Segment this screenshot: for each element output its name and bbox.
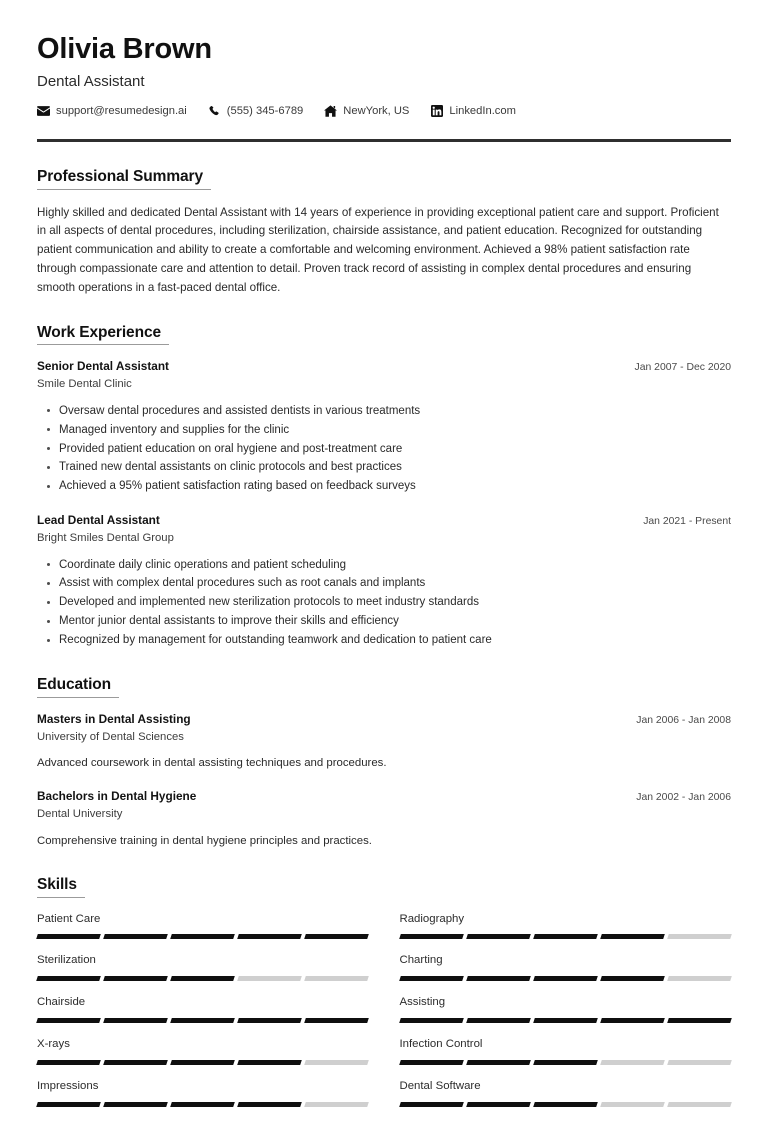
skills-grid — [37, 912, 731, 1121]
skill-level-segment — [237, 1060, 302, 1065]
work-entry — [37, 513, 731, 650]
work-entry-header — [37, 513, 731, 529]
list-item: Mentor junior dental assistants to improve their skills and efficiency — [37, 612, 731, 631]
work-entry-organization: Bright Smiles Dental Group — [37, 532, 174, 545]
education-entry-institution: University of Dental Sciences — [37, 730, 184, 743]
skill-level-segment — [533, 1018, 598, 1023]
skill-level-segment — [399, 1060, 464, 1065]
skill-level-segment — [305, 1018, 370, 1023]
work-entry-date: Jan 2021 - Present — [643, 516, 731, 528]
resume-header — [37, 0, 731, 118]
contact-location[interactable] — [324, 105, 409, 118]
skill-name: Sterilization — [37, 954, 96, 967]
skill-level-segment — [466, 1060, 531, 1065]
skill-level-segment — [237, 1018, 302, 1023]
list-item: Trained new dental assistants on clinic protocols and best practices — [37, 458, 731, 477]
work-experience-list — [37, 359, 731, 649]
skill-level-segment — [600, 1102, 665, 1107]
skill-level-segment — [305, 1102, 370, 1107]
education-entry-header — [37, 789, 731, 805]
skill-level-segment — [600, 934, 665, 939]
skill-level-segment — [237, 1102, 302, 1107]
skill-level-bar — [400, 1018, 732, 1023]
list-item: Recognized by management for outstanding teamwork and dedication to patient care — [37, 631, 731, 650]
skill-level-segment — [36, 934, 101, 939]
skill-level-segment — [399, 934, 464, 939]
envelope-icon — [37, 105, 50, 118]
skill-level-bar — [37, 1102, 369, 1107]
summary-text: Highly skilled and dedicated Dental Assistant with 14 years of experience in providing exceptional patient care and support. Proficient in all aspects of dental procedures, including sterilization, chairside assistance, and patient education. Recognized for outstanding patient communication and ability to create a comfortable and welcoming environment. Achieved a 98% patient satisfaction rate through compassionate care and attention to detail. Proven track record of assisting in complex dental procedures and ensuring smooth operations in a fast-paced dental office. — [37, 205, 719, 294]
list-item: Developed and implemented new sterilization protocols to meet industry standards — [37, 593, 731, 612]
skill-item — [400, 912, 732, 954]
work-entry-organization: Smile Dental Clinic — [37, 378, 132, 391]
skill-level-segment — [237, 934, 302, 939]
contact-phone[interactable] — [208, 105, 304, 118]
skill-level-segment — [533, 1060, 598, 1065]
skill-name: Charting — [399, 954, 443, 967]
list-item: Managed inventory and supplies for the clinic — [37, 421, 731, 440]
skill-name: Radiography — [399, 912, 465, 925]
list-item: Assist with complex dental procedures such as root canals and implants — [37, 574, 731, 593]
contact-location-text: NewYork, US — [343, 104, 410, 117]
list-item: Achieved a 95% patient satisfaction rating based on feedback surveys — [37, 477, 731, 496]
work-entry-date: Jan 2007 - Dec 2020 — [634, 362, 731, 374]
home-icon — [324, 105, 337, 118]
skill-level-segment — [600, 1018, 665, 1023]
skill-item — [37, 953, 369, 995]
skill-level-segment — [466, 1102, 531, 1107]
skill-level-segment — [399, 976, 464, 981]
skill-item — [400, 995, 732, 1037]
list-item: Provided patient education on oral hygiene and post-treatment care — [37, 440, 731, 459]
work-entry-role: Lead Dental Assistant — [37, 513, 160, 528]
education-entry-degree: Masters in Dental Assisting — [37, 711, 191, 726]
skill-level-segment — [103, 1018, 168, 1023]
skill-level-segment — [36, 1102, 101, 1107]
skill-level-segment — [170, 1102, 235, 1107]
job-title: Dental Assistant — [37, 72, 145, 90]
skill-name: X-rays — [37, 1038, 70, 1051]
skill-level-segment — [36, 1018, 101, 1023]
skill-level-segment — [305, 934, 370, 939]
contact-phone-text: (555) 345-6789 — [226, 104, 304, 117]
page-title: Olivia Brown — [37, 33, 212, 65]
skill-item — [400, 1037, 732, 1079]
skill-level-segment — [667, 1102, 732, 1107]
skill-level-bar — [400, 976, 732, 981]
skill-level-segment — [667, 976, 732, 981]
section-education — [37, 676, 731, 850]
education-entry-description: Advanced coursework in dental assisting techniques and procedures. — [37, 757, 387, 770]
skill-level-segment — [600, 1060, 665, 1065]
skill-level-segment — [399, 1102, 464, 1107]
section-heading-summary: Professional Summary — [37, 168, 211, 190]
section-work-experience — [37, 324, 731, 650]
section-heading-skills: Skills — [37, 876, 85, 898]
skill-level-bar — [37, 976, 369, 981]
skill-level-segment — [170, 1060, 235, 1065]
list-item: Coordinate daily clinic operations and patient scheduling — [37, 556, 731, 575]
education-list — [37, 712, 731, 850]
skill-name: Dental Software — [399, 1079, 481, 1092]
phone-icon — [208, 105, 221, 118]
work-entry-header — [37, 359, 731, 375]
section-professional-summary — [37, 168, 731, 298]
linkedin-icon — [430, 105, 443, 118]
skill-level-segment — [399, 1018, 464, 1023]
skill-item — [400, 953, 732, 995]
contact-linkedin-text: LinkedIn.com — [449, 104, 516, 117]
education-entry-institution: Dental University — [37, 808, 123, 821]
section-heading-education: Education — [37, 676, 119, 698]
work-entry-role: Senior Dental Assistant — [37, 359, 169, 374]
skill-level-segment — [466, 934, 531, 939]
skill-level-segment — [305, 976, 370, 981]
skill-level-segment — [533, 934, 598, 939]
skill-level-segment — [170, 934, 235, 939]
contact-linkedin[interactable] — [430, 105, 516, 118]
section-skills — [37, 876, 731, 1121]
contact-email-text: support@resumedesign.ai — [56, 104, 187, 117]
skill-level-segment — [103, 934, 168, 939]
education-entry-date: Jan 2006 - Jan 2008 — [636, 714, 731, 726]
education-entry — [37, 712, 731, 773]
skill-level-segment — [667, 1018, 732, 1023]
skill-level-segment — [667, 1060, 732, 1065]
list-item: Oversaw dental procedures and assisted dentists in various treatments — [37, 402, 731, 421]
skill-name: Infection Control — [399, 1038, 483, 1051]
skill-level-segment — [103, 976, 168, 981]
skill-item — [37, 912, 369, 954]
skill-item — [37, 995, 369, 1037]
skill-level-segment — [533, 976, 598, 981]
education-entry — [37, 789, 731, 850]
skill-level-segment — [103, 1060, 168, 1065]
skill-level-segment — [667, 934, 732, 939]
skill-level-segment — [600, 976, 665, 981]
skill-level-bar — [400, 1102, 732, 1107]
skill-level-segment — [36, 1060, 101, 1065]
education-entry-degree: Bachelors in Dental Hygiene — [37, 789, 197, 804]
header-divider — [37, 139, 731, 142]
skill-name: Impressions — [37, 1079, 99, 1092]
skill-level-bar — [37, 934, 369, 939]
skill-level-segment — [170, 976, 235, 981]
skill-level-segment — [533, 1102, 598, 1107]
skill-item — [400, 1079, 732, 1121]
skill-name: Chairside — [37, 996, 86, 1009]
skill-item — [37, 1037, 369, 1079]
skill-level-bar — [37, 1018, 369, 1023]
skill-level-segment — [170, 1018, 235, 1023]
education-entry-date: Jan 2002 - Jan 2006 — [636, 792, 731, 804]
skill-item — [37, 1079, 369, 1121]
work-entry-bullets — [37, 402, 731, 496]
skill-level-segment — [103, 1102, 168, 1107]
skill-name: Assisting — [399, 996, 446, 1009]
skill-name: Patient Care — [37, 912, 101, 925]
skill-level-segment — [36, 976, 101, 981]
education-entry-header — [37, 712, 731, 728]
work-entry — [37, 359, 731, 496]
skill-level-segment — [466, 976, 531, 981]
skill-level-bar — [37, 1060, 369, 1065]
section-heading-work-experience: Work Experience — [37, 324, 169, 346]
education-entry-description: Comprehensive training in dental hygiene principles and practices. — [37, 834, 372, 847]
skill-level-segment — [466, 1018, 531, 1023]
contact-email[interactable] — [37, 105, 187, 118]
skill-level-segment — [237, 976, 302, 981]
skill-level-bar — [400, 934, 732, 939]
skill-level-segment — [305, 1060, 370, 1065]
work-entry-bullets — [37, 556, 731, 650]
skill-level-bar — [400, 1060, 732, 1065]
contact-row — [37, 105, 731, 118]
